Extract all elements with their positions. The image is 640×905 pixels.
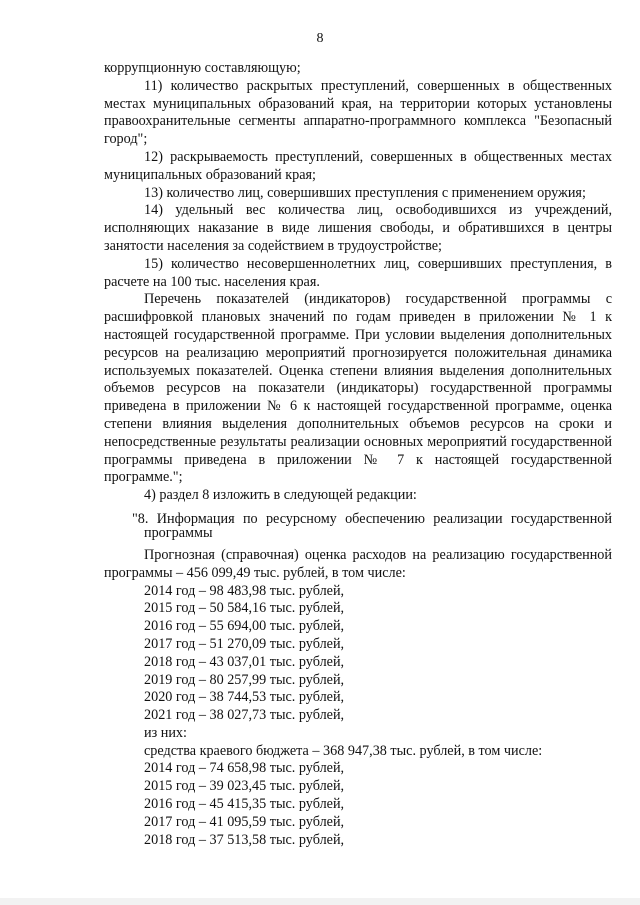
total-year-line: 2018 год – 43 037,01 тыс. рублей, — [144, 653, 345, 670]
list-item-13: 13) количество лиц, совершивших преступления с применением оружия; — [144, 184, 586, 201]
regional-budget-line: средства краевого бюджета – 368 947,38 тыс. рублей, в том числе: — [144, 742, 543, 759]
page-bottom-edge — [0, 898, 640, 905]
list-item-11: 11) количество раскрытых преступлений, совершенных в общественных местах муниципальных образований края, на территории которых установлены правоохранительные сегменты аппаратно-программного комплекса "Безопасный город"; — [104, 77, 612, 148]
total-year-line: 2014 год – 98 483,98 тыс. рублей, — [144, 582, 345, 599]
amendment-item-4: 4) раздел 8 изложить в следующей редакции: — [144, 487, 417, 504]
section-8-heading: "8. Информация по ресурсному обеспечению реализации государственной программы — [132, 510, 612, 541]
regional-year-line: 2015 год – 39 023,45 тыс. рублей, — [144, 778, 345, 795]
list-item-14: 14) удельный вес количества лиц, освободившихся из учреждений, исполняющих наказание в виде лишения свободы, и обратившихся в центры занятости населения за содействием в трудоустройстве; — [104, 202, 612, 254]
regional-year-line: 2014 год – 74 658,98 тыс. рублей, — [144, 760, 345, 777]
regional-year-line: 2018 год – 37 513,58 тыс. рублей, — [144, 831, 345, 848]
regional-year-line: 2016 год – 45 415,35 тыс. рублей, — [144, 796, 345, 813]
total-year-line: 2021 год – 38 027,73 тыс. рублей, — [144, 707, 345, 724]
list-item-15: 15) количество несовершеннолетних лиц, совершивших преступления, в расчете на 100 тыс. населения края. — [104, 255, 612, 290]
indicators-paragraph: Перечень показателей (индикаторов) государственной программы с расшифровкой плановых значений по годам приведен в приложении № 1 к настоящей государственной программе. При условии выделения дополнительных ресурсов на реализацию мероприятий прогнозируется положительная динамика используемых показателей. Оценка степени влияния выделения дополнительных объемов ресурсов на показатели (индикаторы) государственной программы приведена в приложении № 6 к настоящей государственной программе, оценка степени влияния выделения дополнительных объемов ресурсов на сроки и непосредственные результаты реализации основных мероприятий государственной программы приведена в приложении № 7 к настоящей государственной программе."; — [104, 291, 612, 486]
list-item-12: 12) раскрываемость преступлений, совершенных в общественных местах муниципальных образований края; — [104, 148, 612, 183]
document-body — [104, 60, 612, 849]
total-year-line: 2016 год – 55 694,00 тыс. рублей, — [144, 618, 345, 635]
total-year-line: 2017 год – 51 270,09 тыс. рублей, — [144, 635, 345, 652]
paragraph-continuation: коррупционную составляющую; — [104, 60, 301, 76]
page-number: 8 — [316, 31, 324, 46]
total-year-line: 2019 год – 80 257,99 тыс. рублей, — [144, 671, 345, 688]
regional-year-line: 2017 год – 41 095,59 тыс. рублей, — [144, 813, 345, 830]
total-year-line: 2015 год – 50 584,16 тыс. рублей, — [144, 600, 345, 617]
forecast-paragraph: Прогнозная (справочная) оценка расходов на реализацию государственной программы – 456 099,49 тыс. рублей, в том числе: — [104, 546, 612, 581]
total-year-line: 2020 год – 38 744,53 тыс. рублей, — [144, 689, 345, 706]
of-which-label: из них: — [144, 724, 187, 741]
